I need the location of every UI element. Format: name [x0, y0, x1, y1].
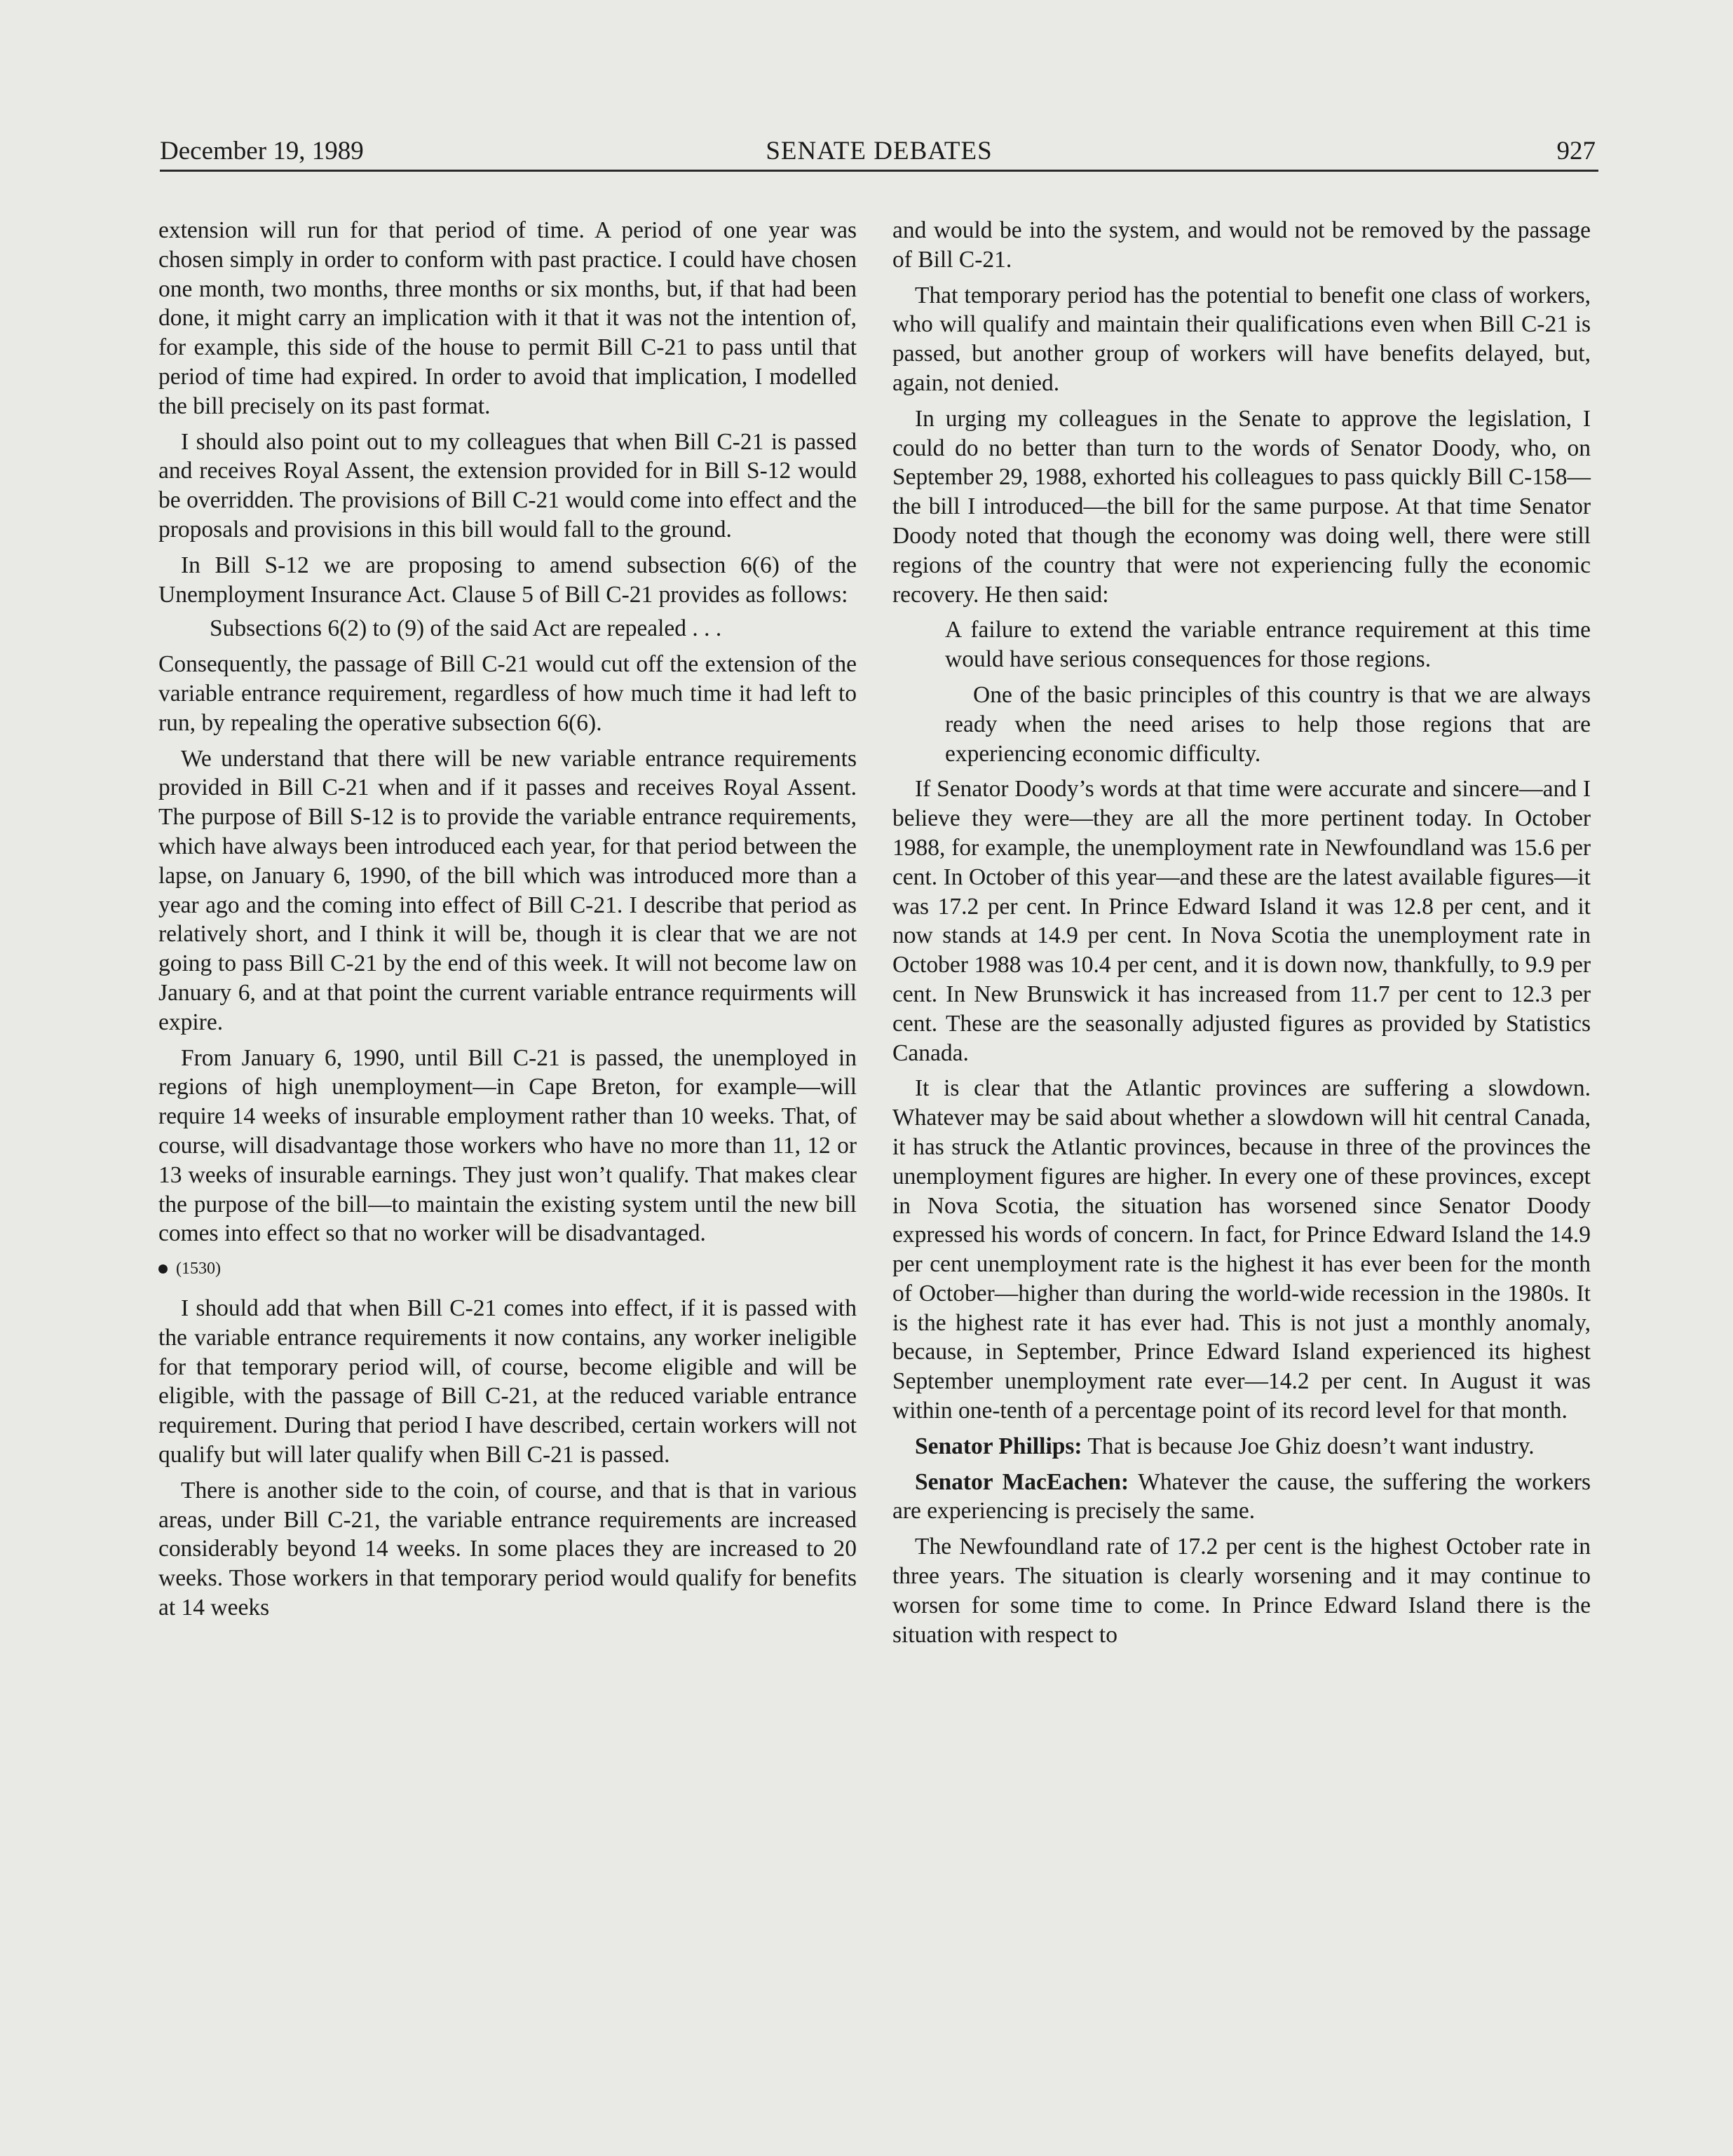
paragraph: In urging my colleagues in the Senate to approve the legislation, I could do no better than turn to the words of Senator Doody, who, on September 29, 1988, exhorted his colleagues to pass quickly Bill C-158—the bill I introduced—the bill for the same purpose. At that time Senator Doody noted that though the economy was doing well, there were still regions of the country that were not experiencing fully the economic recovery. He then said: — [892, 405, 1591, 608]
block-quote: One of the basic principles of this country is that we are always ready when the need arises to help those regions that are experiencing economic difficulty. — [945, 681, 1591, 767]
page-number: 927 — [1556, 137, 1596, 165]
header-title: SENATE DEBATES — [766, 137, 993, 165]
block-quote: A failure to extend the variable entrance requirement at this time would have serious consequences for those regions. — [945, 617, 1591, 673]
speaker-name: Senator Phillips: — [915, 1433, 1082, 1459]
paragraph: It is clear that the Atlantic provinces are suffering a slowdown. Whatever may be said about whether a slowdown will hit central Canada, it has struck the Atlantic provinces, because in three of the provinces the unemployment figures are higher. In every one of these provinces, except in Nova Scotia, the situation has worsened since Senator Doody expressed his words of concern. In fact, for Prince Edward Island the 14.9 per cent unemployment rate is the highest it has ever been for the month of October—higher than during the world-wide recession in the 1980s. It is the highest rate it has ever had. This is not just a monthly anomaly, because, in September, Prince Edward Island experienced its highest September unemployment rate ever—14.2 per cent. In August it was within one-tenth of a percentage point of its record level for that month. — [892, 1075, 1591, 1424]
paragraph: I should add that when Bill C-21 comes into effect, if it is passed with the variable entrance requirements it now contains, any worker ineligible for that temporary period will, of course, become eligible and will be eligible, with the passage of Bill C-21, at the reduced variable entrance requirement. During that period I have described, certain workers will not qualify but will later qualify when Bill C-21 is passed. — [158, 1295, 857, 1468]
speech-text: That is because Joe Ghiz doesn’t want industry. — [1082, 1433, 1535, 1459]
speech-text: Whatever the cause, the suffering the workers are experiencing is precisely the same. — [892, 1468, 1591, 1524]
left-column — [158, 216, 857, 1629]
header-date: December 19, 1989 — [160, 137, 364, 165]
block-quote: Subsections 6(2) to (9) of the said Act are repealed . . . — [210, 615, 722, 642]
paragraph: In Bill S-12 we are proposing to amend subsection 6(6) of the Unemployment Insurance Act. Clause 5 of Bill C-21 provides as follows: — [158, 552, 857, 608]
paragraph: and would be into the system, and would not be removed by the passage of Bill C-21. — [892, 217, 1591, 273]
speaker-name: Senator MacEachen: — [915, 1468, 1129, 1495]
paragraph: From January 6, 1990, until Bill C-21 is passed, the unemployed in regions of high unemployment—in Cape Breton, for example—will require 14 weeks of insurable employment rather than 10 weeks. That, of course, will disadvantage those workers who have no more than 11, 12 or 13 weeks of insurable earnings. They just won’t qualify. That makes clear the purpose of the bill—to maintain the existing system until the new bill comes into effect so that no worker will be disadvantaged. — [158, 1044, 857, 1247]
time-marker-label: (1530) — [176, 1260, 221, 1278]
right-column — [892, 216, 1591, 1656]
paragraph: There is another side to the coin, of course, and that is that in various areas, under Bill C-21, the variable entrance requirements are increased considerably beyond 14 weeks. In some places they are increased to 20 weeks. Those workers in that temporary period would qualify for benefits at 14 weeks — [158, 1477, 857, 1621]
speech-phillips — [892, 1432, 1591, 1461]
paragraph: I should also point out to my colleagues that when Bill C-21 is passed and receives Royal Assent, the extension provided for in Bill S-12 would be overridden. The provisions of Bill C-21 would come into effect and the proposals and provisions in this bill would fall to the ground. — [158, 428, 857, 543]
paragraph: Consequently, the passage of Bill C-21 would cut off the extension of the variable entrance requirement, regardless of how much time it had left to run, by repealing the operative subsection 6(6). — [158, 651, 857, 736]
paragraph: That temporary period has the potential to benefit one class of workers, who will qualify and maintain their qualifications even when Bill C-21 is passed, but another group of workers will have benefits delayed, but, again, not denied. — [892, 282, 1591, 396]
paragraph: If Senator Doody’s words at that time were accurate and sincere—and I believe they were—they are all the more pertinent today. In October 1988, for example, the unemployment rate in Newfoundland was 15.6 per cent. In October of this year—and these are the latest available figures—it was 17.2 per cent. In Prince Edward Island it was 12.8 per cent, and it now stands at 14.9 per cent. In Nova Scotia the unemployment rate in October 1988 was 10.4 per cent, and it is down now, thankfully, to 9.9 per cent. In New Brunswick it has increased from 11.7 per cent to 12.3 per cent. These are the seasonally adjusted figures as provided by Statistics Canada. — [892, 776, 1591, 1066]
paragraph: We understand that there will be new variable entrance requirements provided in Bill C-21 when and if it passes and receives Royal Assent. The purpose of Bill S-12 is to provide the variable entrance requirements, which have always been introduced each year, for that period between the lapse, on January 6, 1990, of the bill which was introduced more than a year ago and the coming into effect of Bill C-21. I describe that period as relatively short, and I think it will be, though it is clear that we are not going to pass Bill C-21 by the end of this week. It will not become law on January 6, and at that point the current variable entrance requirments will expire. — [158, 745, 857, 1035]
bullet-icon — [158, 1264, 168, 1274]
time-marker — [158, 1255, 857, 1283]
speech-maceachen — [892, 1468, 1591, 1527]
paragraph: The Newfoundland rate of 17.2 per cent is the highest October rate in three years. The situation is clearly worsening and it may continue to worsen for some time to come. In Prince Edward Island there is the situation with respect to — [892, 1534, 1591, 1648]
paragraph: extension will run for that period of time. A period of one year was chosen simply in order to conform with past practice. I could have chosen one month, two months, three months or six months, but, if that had been done, it might carry an implication with it that it was not the intention of, for example, this side of the house to permit Bill C-21 to pass until that period of time had expired. In order to avoid that implication, I modelled the bill precisely on its past format. — [158, 217, 857, 419]
page-header — [160, 133, 1598, 172]
